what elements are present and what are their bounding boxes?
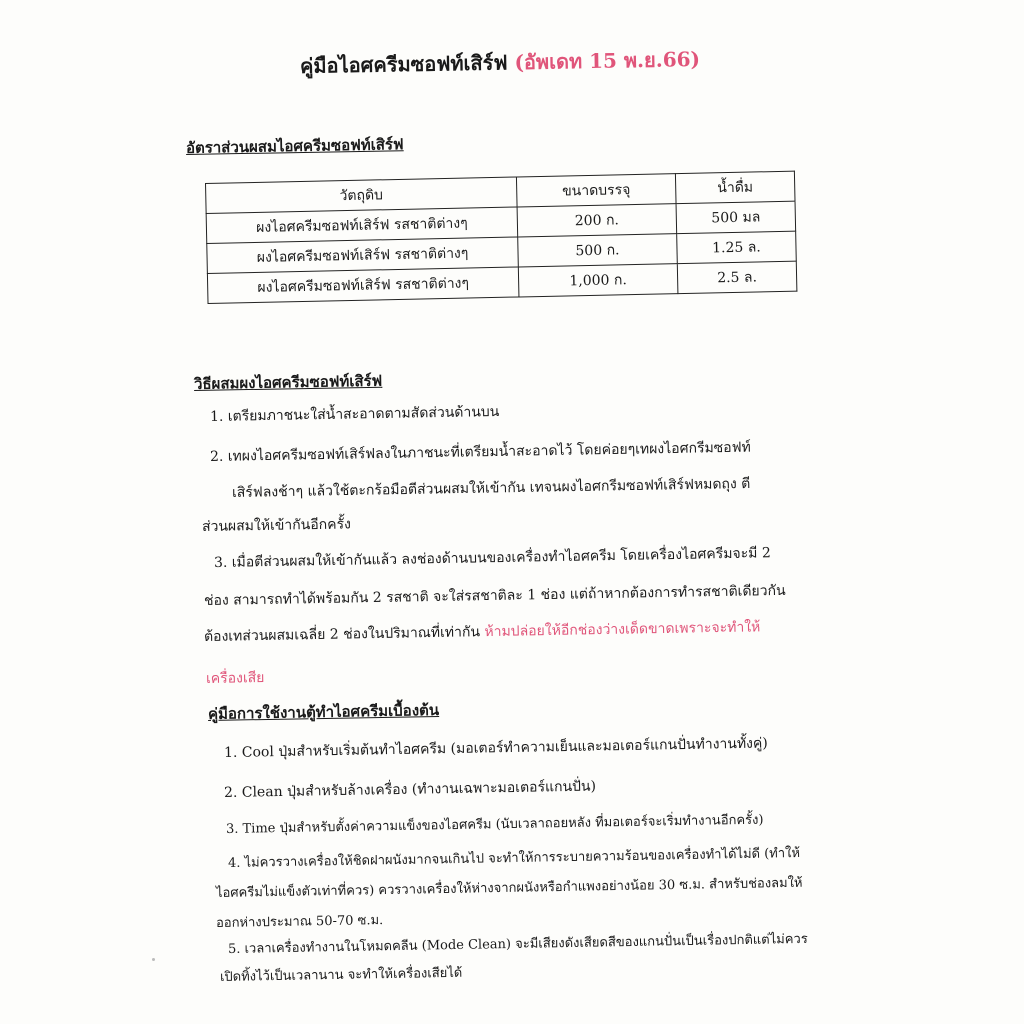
mix-line: 3. เมื่อตีส่วนผสมให้เข้ากันแล้ว ลงช่องด้านบนของเครื่องทำไอศครีม โดยเครื่องไอศครีมจะมี 2 [213, 545, 771, 571]
ratio-table [205, 171, 797, 304]
title-main: คู่มือไอศครีมซอฟท์เสิร์ฟ [299, 50, 508, 78]
mix-line: 2. เทผงไอศครีมซอฟท์เสิร์ฟลงในภาชนะที่เตรียมน้ำสะอาดไว้ โดยค่อยๆเทผงไอศกรีมซอฟท์ [209, 439, 751, 465]
warning-text-continued: เครื่องเสีย [205, 669, 265, 687]
table-cell: 1,000 ก. [518, 264, 678, 297]
table-cell: 1.25 ล. [677, 231, 797, 263]
table-cell: 500 มล [676, 201, 796, 233]
manual-line: เปิดทิ้งไว้เป็นเวลานาน จะทำให้เครื่องเสียได้ [219, 965, 463, 985]
warning-text: ห้ามปล่อยให้อีกช่องว่างเด็ดขาดเพราะจะทำให้ [484, 619, 761, 641]
mix-line: เสิร์ฟลงช้าๆ แล้วใช้ตะกร้อมือตีส่วนผสมให้เข้ากัน เทจนผงไอศกรีมซอฟท์เสิร์ฟหมดถุง ตี [231, 475, 751, 501]
header-water: น้ำดื่ม [675, 171, 795, 203]
manual-line: 2. Clean ปุ่มสำหรับล้างเครื่อง (ทำงานเฉพาะมอเตอร์แกนปั่น) [223, 778, 597, 801]
document-title [300, 43, 701, 82]
manual-line: 5. เวลาเครื่องทำงานในโหมดคลีน (Mode Clean) จะมีเสียงดังเสียดสีของแกนปั่นเป็นเรื่องปกติแต่ไม่ควร [227, 931, 808, 957]
table-cell: 500 ก. [518, 234, 678, 267]
manual-line: ออกห่างประมาณ 50-70 ซ.ม. [215, 913, 384, 931]
header-package-size: ขนาดบรรจุ [516, 174, 676, 207]
table-cell: ผงไอศครีมซอฟท์เสิร์ฟ รสชาติต่างๆ [207, 237, 519, 274]
scan-speck [152, 958, 155, 961]
manual-line: 3. Time ปุ่มสำหรับตั้งค่าความแข็งของไอศครีม (นับเวลาถอยหลัง ที่มอเตอร์จะเริ่มทำงานอีกครั้ง) [225, 812, 764, 837]
mix-line-text: ต้องเทส่วนผสมเฉลี่ย 2 ช่องในปริมาณที่เท่ากัน [203, 624, 481, 645]
table-cell: ผงไอศครีมซอฟท์เสิร์ฟ รสชาติต่างๆ [206, 207, 518, 244]
mix-heading: วิธีผสมผงไอศครีมซอฟท์เสิร์ฟ [193, 371, 383, 393]
mix-line [204, 616, 761, 648]
header-ingredient: วัตถุดิบ [206, 177, 518, 214]
manual-line: ไอศครีมไม่แข็งตัวเท่าที่ควร) ควรวางเครื่องให้ห่างจากผนังหรือกำแพงอย่างน้อย 30 ซ.ม. สำหรับช่องลมให้ [215, 875, 803, 901]
mix-line: 1. เตรียมภาชนะใส่น้ำสะอาดตามสัดส่วนด้านบน [209, 403, 500, 425]
mix-line: ช่อง สามารถทำได้พร้อมกัน 2 รสชาติ จะใส่รสชาติละ 1 ช่อง แต่ถ้าหากต้องการทำรสชาติเดียวกัน [203, 582, 786, 609]
title-update-date: (อัพเดท 15 พ.ย.66) [514, 47, 701, 75]
mix-line: ส่วนผสมให้เข้ากันอีกครั้ง [201, 516, 352, 535]
manual-line: 4. ไม่ควรวางเครื่องให้ชิดฝาผนังมากจนเกินไป จะทำให้การระบายความร้อนของเครื่องทำได้ไม่ดี (ทำให้ [227, 846, 801, 871]
table-cell: 2.5 ล. [677, 261, 797, 293]
table-cell: ผงไอศครีมซอฟท์เสิร์ฟ รสชาติต่างๆ [207, 267, 519, 304]
manual-heading: คู่มือการใช้งานตู้ทำไอศครีมเบื้องต้น [207, 700, 440, 723]
ratio-heading: อัตราส่วนผสมไอศครีมซอฟท์เสิร์ฟ [185, 135, 404, 157]
manual-line: 1. Cool ปุ่มสำหรับเริ่มต้นทำไอศครีม (มอเตอร์ทำความเย็นและมอเตอร์แกนปั่นทำงานทั้งคู่) [223, 735, 768, 761]
table-cell: 200 ก. [517, 204, 677, 237]
